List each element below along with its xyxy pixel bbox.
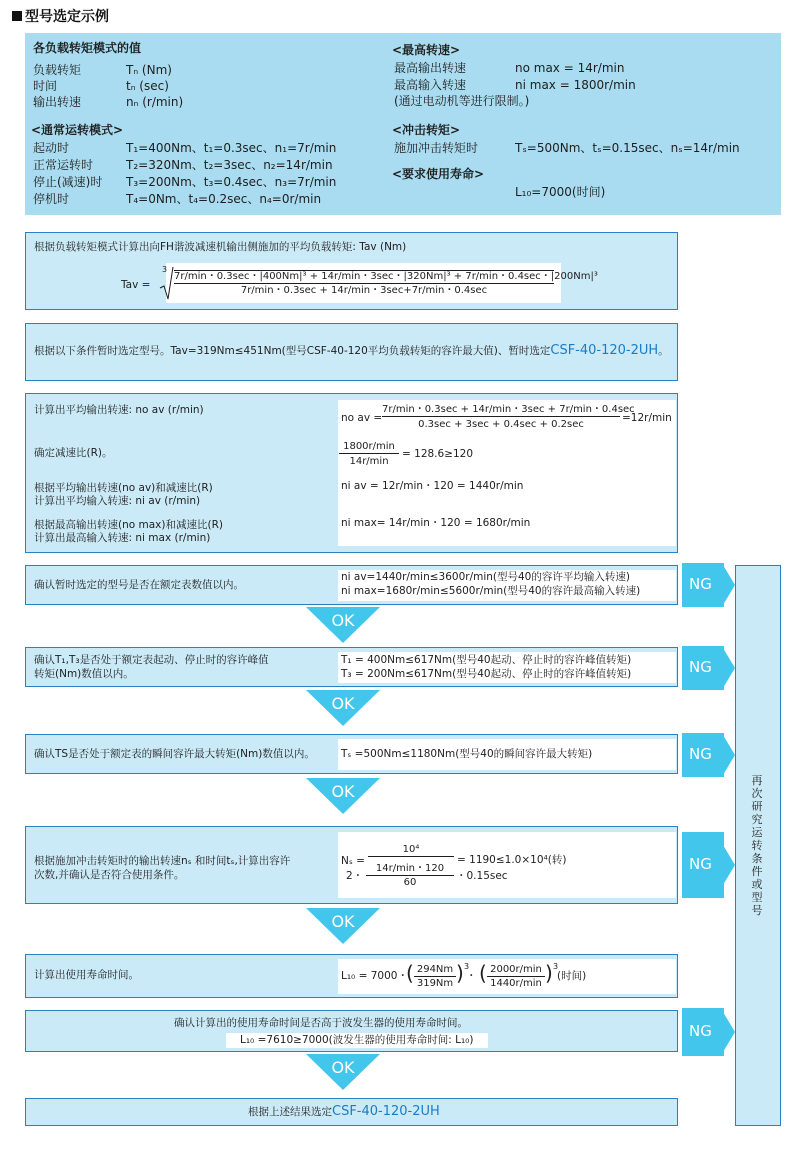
ng-label: NG	[689, 658, 712, 676]
re-examine-box	[735, 565, 781, 1126]
impact-label: 施加冲击转矩时	[394, 141, 479, 155]
step-text-main: 根据上述结果选定	[248, 1106, 332, 1118]
row-value: no max = 14r/min	[515, 61, 625, 75]
formula-numerator: 1800r/min	[339, 441, 399, 454]
step-text: 根据负载转矩模式计算出向FH谐波减速机输出侧施加的平均负载转矩: Tav (Nm)	[34, 241, 407, 253]
formula-den-prefix: 2・	[346, 870, 364, 882]
formula-numerator: 7r/min・0.3sec + 14r/min・3sec + 7r/min・0.4sec	[382, 404, 635, 415]
formula: ni max= 14r/min・120 = 1680r/min	[341, 517, 531, 529]
step-speed-calculations	[25, 393, 678, 553]
formula-numerator: 2000r/min	[487, 964, 545, 977]
impact-heading: <冲击转矩>	[392, 123, 461, 137]
formula-lhs: Nₛ =	[341, 855, 365, 867]
formula-denominator: 319Nm	[416, 978, 454, 989]
row-label: 时间	[33, 79, 58, 93]
ng-arrow-tip-icon	[723, 845, 735, 885]
step-text: 确认T₁,T₃是否处于额定表起动、停止时的容许峰值	[34, 654, 269, 666]
ng-arrow-icon	[682, 646, 724, 690]
row-label: 输出转速	[33, 95, 82, 109]
formula-denominator: 0.3sec + 3sec + 0.4sec + 0.2sec	[418, 419, 584, 430]
row-label: 负载转矩	[33, 63, 82, 77]
step-text: 根据施加冲击转矩时的输出转速nₛ 和时间tₛ,计算出容许	[34, 855, 291, 867]
model-highlight: CSF-40-120-2UH	[550, 343, 659, 358]
formula-result: =12r/min	[622, 412, 672, 424]
row-value: ni max = 1800r/min	[515, 78, 636, 92]
step-final-selection	[25, 1098, 678, 1126]
formula-dot: ・	[466, 970, 477, 982]
formula-numerator: 7r/min・0.3sec・|400Nm|³ + 14r/min・3sec・|320Nm|³ + 7r/min・0.4sec・|200Nm|³	[174, 271, 598, 282]
ok-label: OK	[331, 782, 355, 801]
formula-result: = 1190≤1.0×10⁴(转)	[457, 854, 567, 866]
step-text: 次数,并确认是否符合使用条件。	[34, 869, 185, 881]
step-average-torque	[25, 232, 678, 310]
step-text	[34, 344, 669, 358]
formula-lhs: no av =	[341, 412, 383, 424]
life-heading: <要求使用寿命>	[392, 167, 485, 181]
model-highlight: CSF-40-120-2UH	[332, 1104, 440, 1119]
calc-label: 确定减速比(R)。	[34, 447, 113, 459]
formula-inner-denominator: 60	[403, 877, 417, 888]
open-paren: (	[406, 961, 414, 985]
root-index: 3	[162, 265, 168, 274]
row-label: 停机时	[33, 192, 70, 206]
normal-mode-heading: <通常运转模式>	[31, 123, 124, 137]
ok-label: OK	[331, 912, 355, 931]
close-paren: )	[456, 961, 464, 985]
close-paren: )	[545, 961, 553, 985]
step-check-rated-speed	[25, 565, 678, 605]
formula: T₁ = 400Nm≤617Nm(型号40起动、停止时的容许峰值转矩)	[341, 654, 632, 666]
formula: L₁₀ =7610≥7000(波发生器的使用寿命时间: L₁₀)	[240, 1034, 474, 1046]
step-tentative-model	[25, 323, 678, 381]
formula-numerator: 294Nm	[414, 964, 456, 977]
ng-label: NG	[689, 855, 712, 873]
formula-result: = 128.6≥120	[402, 448, 474, 460]
ng-label: NG	[689, 745, 712, 763]
radical-sign-icon	[159, 266, 175, 301]
row-label: 最高输出转速	[394, 61, 467, 75]
ng-label: NG	[689, 575, 712, 593]
formula-lhs: L₁₀ = 7000・	[341, 970, 408, 982]
formula-denominator: 1440r/min	[490, 978, 542, 989]
formula-exponent: 3	[553, 962, 559, 971]
formula-unit: (时间)	[557, 970, 587, 982]
square-bullet-icon	[12, 11, 22, 21]
calc-label: 根据平均输出转速(no av)和减速比(R)	[34, 482, 213, 494]
formula: Tₛ =500Nm≤1180Nm(型号40的瞬间容许最大转矩)	[341, 748, 593, 760]
formula-den-suffix: ・0.15sec	[456, 870, 508, 882]
page-title: 型号选定示例	[12, 6, 109, 26]
step-check-life	[25, 1010, 678, 1052]
formula-inner-numerator: 14r/min・120	[366, 863, 454, 876]
row-value: Tₙ (Nm)	[126, 63, 172, 77]
ok-label: OK	[331, 694, 355, 713]
ok-label: OK	[331, 611, 355, 630]
ng-arrow-tip-icon	[723, 648, 735, 688]
formula: ni max=1680r/min≤5600r/min(型号40的容许最高输入转速)	[341, 585, 641, 597]
calc-label: 计算出最高输入转速: ni max (r/min)	[34, 532, 211, 544]
row-label: 起动时	[33, 141, 70, 155]
ng-label: NG	[689, 1022, 712, 1040]
ng-arrow-tip-icon	[723, 735, 735, 775]
calc-label: 计算出平均输入转速: ni av (r/min)	[34, 495, 201, 507]
max-speed-heading: <最高转速>	[392, 43, 461, 57]
row-value: T₃=200Nm、t₃=0.4sec、n₃=7r/min	[126, 175, 337, 189]
formula: ni av = 12r/min・120 = 1440r/min	[341, 480, 524, 492]
life-value: L₁₀=7000(时间)	[515, 185, 606, 199]
load-heading: 各负载转矩模式的值	[33, 41, 142, 55]
ng-arrow-tip-icon	[723, 565, 735, 605]
load-conditions-panel	[25, 33, 781, 215]
re-examine-text: 再次研究运转条件或型号	[751, 774, 763, 917]
formula: ni av=1440r/min≤3600r/min(型号40的容许平均输入转速)	[341, 571, 630, 583]
step-text: 转矩(Nm)数值以内。	[34, 668, 134, 680]
row-label: 停止(减速)时	[33, 175, 103, 189]
ng-arrow-icon	[682, 1008, 724, 1056]
formula-lhs: Tav =	[121, 279, 151, 291]
step-check-momentary-torque	[25, 734, 678, 774]
step-impact-count	[25, 826, 678, 904]
impact-value: Tₛ=500Nm、tₛ=0.15sec、nₛ=14r/min	[515, 141, 740, 155]
step-text-main: 根据以下条件暂时选定型号。Tav=319Nm≤451Nm(型号CSF-40-120平均负载转矩的容许最大值)、暂时选定	[34, 345, 551, 357]
formula-denominator: 14r/min	[349, 456, 389, 467]
ng-arrow-tip-icon	[723, 1012, 735, 1052]
step-text	[248, 1105, 440, 1119]
ng-arrow-icon	[682, 563, 724, 607]
formula-exponent: 3	[464, 962, 470, 971]
step-text-end: 。	[658, 345, 669, 357]
row-label: 正常运转时	[33, 158, 94, 172]
ng-arrow-icon	[682, 832, 724, 898]
row-value: T₁=400Nm、t₁=0.3sec、n₁=7r/min	[126, 141, 337, 155]
row-value: nₙ (r/min)	[126, 95, 184, 109]
step-text: 确认暂时选定的型号是否在额定表数值以内。	[34, 579, 244, 591]
step-life-calculation	[25, 954, 678, 998]
step-text: 确认TS是否处于额定表的瞬间容许最大转矩(Nm)数值以内。	[34, 748, 315, 760]
open-paren: (	[479, 961, 487, 985]
row-value: T₄=0Nm、t₄=0.2sec、n₄=0r/min	[126, 192, 322, 206]
ng-arrow-icon	[682, 733, 724, 777]
step-check-peak-torque	[25, 647, 678, 687]
formula: T₃ = 200Nm≤617Nm(型号40起动、停止时的容许峰值转矩)	[341, 668, 632, 680]
formula-denominator: 7r/min・0.3sec + 14r/min・3sec+7r/min・0.4sec	[240, 285, 488, 296]
step-text: 确认计算出的使用寿命时间是否高于波发生器的使用寿命时间。	[174, 1017, 468, 1029]
row-value: tₙ (sec)	[126, 79, 169, 93]
row-value: T₂=320Nm、t₂=3sec、n₂=14r/min	[126, 158, 333, 172]
max-note: (通过电动机等进行限制。)	[394, 94, 530, 108]
formula-numerator: 10⁴	[368, 844, 454, 857]
calc-label: 计算出平均输出转速: no av (r/min)	[34, 404, 204, 416]
step-text: 计算出使用寿命时间。	[34, 969, 139, 981]
calc-label: 根据最高输出转速(no max)和减速比(R)	[34, 519, 223, 531]
row-label: 最高输入转速	[394, 78, 467, 92]
ok-label: OK	[331, 1058, 355, 1077]
